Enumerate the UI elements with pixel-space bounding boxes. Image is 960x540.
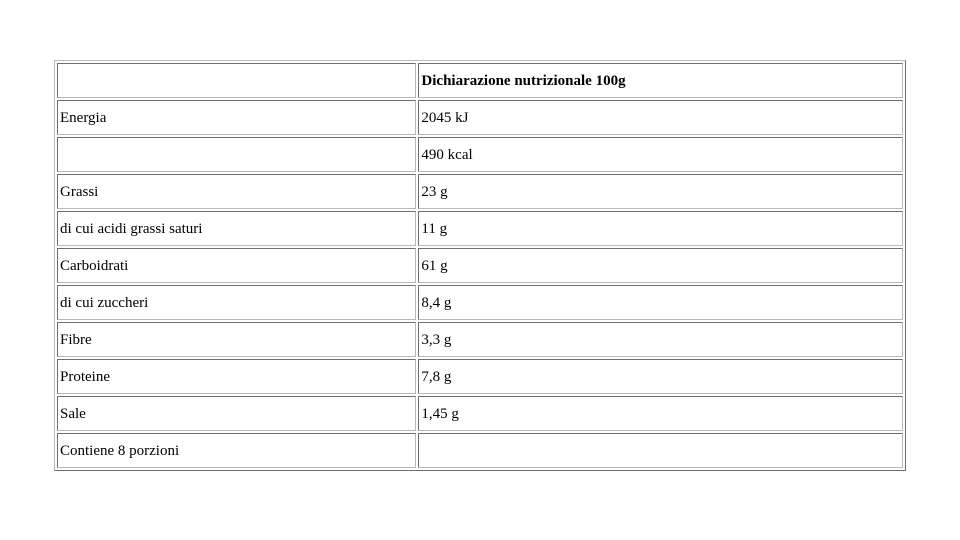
table-row bbox=[57, 433, 903, 468]
nutrient-value: 490 kcal bbox=[418, 137, 903, 172]
nutrient-label: Sale bbox=[57, 396, 416, 431]
table-row bbox=[57, 359, 903, 394]
nutrient-value: 61 g bbox=[418, 248, 903, 283]
nutrient-label: Fibre bbox=[57, 322, 416, 357]
table-row bbox=[57, 137, 903, 172]
nutrient-value: 23 g bbox=[418, 174, 903, 209]
nutrient-label: Energia bbox=[57, 100, 416, 135]
table-row bbox=[57, 174, 903, 209]
nutrient-value: 2045 kJ bbox=[418, 100, 903, 135]
table-row bbox=[57, 396, 903, 431]
table-row bbox=[57, 248, 903, 283]
nutrient-label: di cui zuccheri bbox=[57, 285, 416, 320]
header-value-cell: Dichiarazione nutrizionale 100g bbox=[418, 63, 903, 98]
nutrient-value: 11 g bbox=[418, 211, 903, 246]
table-row bbox=[57, 211, 903, 246]
table-row bbox=[57, 285, 903, 320]
nutrient-value: 7,8 g bbox=[418, 359, 903, 394]
table-header-row bbox=[57, 63, 903, 98]
nutrient-label: Grassi bbox=[57, 174, 416, 209]
nutrient-value: 1,45 g bbox=[418, 396, 903, 431]
nutrient-value: 8,4 g bbox=[418, 285, 903, 320]
nutrition-table bbox=[54, 60, 906, 471]
header-label-cell bbox=[57, 63, 416, 98]
servings-value bbox=[418, 433, 903, 468]
servings-label: Contiene 8 porzioni bbox=[57, 433, 416, 468]
nutrient-label bbox=[57, 137, 416, 172]
nutrient-label: di cui acidi grassi saturi bbox=[57, 211, 416, 246]
nutrient-label: Proteine bbox=[57, 359, 416, 394]
nutrient-value: 3,3 g bbox=[418, 322, 903, 357]
table-row bbox=[57, 100, 903, 135]
nutrient-label: Carboidrati bbox=[57, 248, 416, 283]
table-row bbox=[57, 322, 903, 357]
